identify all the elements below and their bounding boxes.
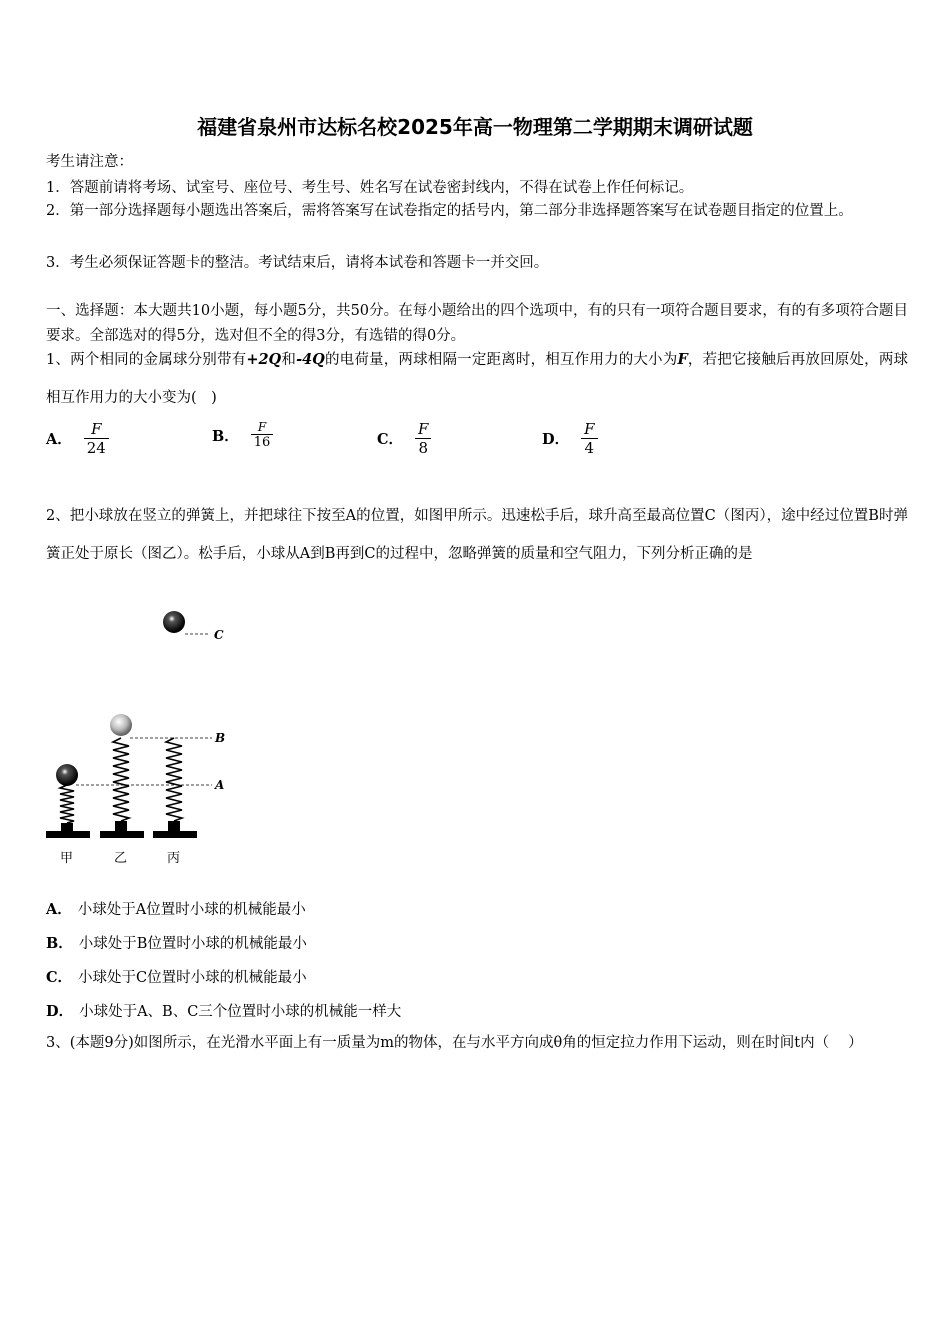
notice-heading: 考生请注意： [46,154,133,170]
q1-option-b[interactable]: B． $\frac{F}{16}$ [212,420,273,450]
caption-yi: 乙 [114,851,128,866]
q2-choice-c[interactable]: C． 小球处于C位置时小球的机械能最小 [46,969,307,986]
q2-choice-d[interactable]: D． 小球处于A、B、C三个位置时小球的机械能一样大 [46,1003,402,1020]
ball-c [163,611,185,633]
section-1-instructions: 一、选择题：本大题共10小题，每小题5分，共50分。在每小题给出的四个选项中，有的只有一项符合题目要求，有的有多项符合题目要求。全部选对的得5分，选对但不全的得3分，有选错的得0分。 [46,303,908,344]
fraction: $\frac{F}{24}$ [84,420,109,457]
fraction: $\frac{F}{4}$ [581,420,597,457]
spring-yi [113,738,129,821]
caption-jia: 甲 [60,851,74,866]
notice-item-3: 3．考生必须保证答题卡的整洁。考试结束后，请将本试卷和答题卡一并交回。 [46,255,549,271]
base-yi [100,831,144,838]
question-1-stem: 1、两个相同的金属球分别带有+2Q和-4Q的电荷量，两球相隔一定距离时，相互作用力的大小为F，若把它接触后再放回原处，两球相互作用力的大小变为( ) [46,351,909,406]
ball-jia [56,764,78,786]
label-b: B [215,731,226,745]
base-bing [153,831,197,838]
q1-option-a[interactable]: A． $\frac{F}{24}$ [46,420,109,457]
spring-bing [166,738,182,821]
q2-choice-a[interactable]: A． 小球处于A位置时小球的机械能最小 [46,901,306,918]
spring-figure [40,605,240,870]
q1-option-c[interactable]: C． $\frac{F}{8}$ [377,420,431,457]
label-c: C [214,628,224,642]
notice-item-1: 1．答题前请将考场、试室号、座位号、考生号、姓名写在试卷密封线内，不得在试卷上作任何标记。 [46,180,694,196]
ball-yi [110,714,132,736]
notice-item-2: 2．第一部分选择题每小题选出答案后，需将答案写在试卷指定的括号内，第二部分非选择题答案写在试卷题目指定的位置上。 [46,203,853,219]
label-a: A [215,778,225,792]
fraction: $\frac{F}{8}$ [415,420,431,457]
page-title: 福建省泉州市达标名校2025年高一物理第二学期期末调研试题 [197,115,753,139]
base-jia [46,831,90,838]
question-3-stem: 3、(本题9分)如图所示，在光滑水平面上有一质量为m的物体，在与水平方向成θ角的恒定拉力作用下运动，则在时间t内（ ） [46,1035,863,1051]
fraction: $\frac{F}{16}$ [251,420,274,450]
question-2-stem: 2、把小球放在竖立的弹簧上，并把球往下按至A的位置，如图甲所示。迅速松手后，球升高至最高位置C（图丙），途中经过位置B时弹簧正处于原长（图乙）。松手后，小球从A到B再到C的过程中，忽略弹簧的质量和空气阻力，下列分析正确的是 [46,508,908,562]
caption-bing: 丙 [167,851,181,866]
q2-choice-b[interactable]: B． 小球处于B位置时小球的机械能最小 [46,935,307,952]
q1-option-d[interactable]: D． $\frac{F}{4}$ [542,420,598,457]
